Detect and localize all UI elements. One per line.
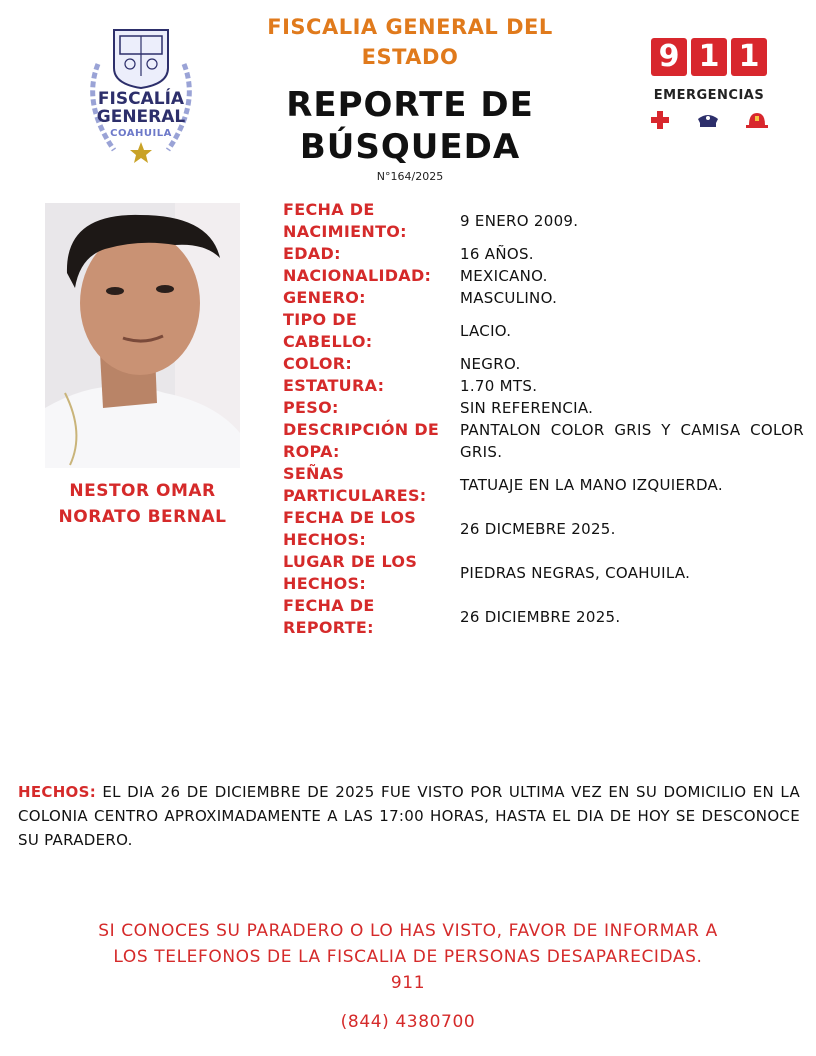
logo-name-line1: FISCALÍA [97, 89, 185, 109]
field-value-event-place: PIEDRAS NEGRAS, COAHUILA. [460, 564, 691, 582]
field-value-age: 16 AÑOS. [460, 245, 534, 263]
facts-text: EL DIA 26 DE DICIEMBRE DE 2025 FUE VISTO POR ULTIMA VEZ EN SU DOMICILIO EN LA COLONIA CENTRO APROXIMADAMENTE A LAS 17:00 HORAS, HASTA EL DIA DE HOY SE DESCONOCE SU PARADERO. [18, 783, 800, 849]
field-label-weight: PESO: [283, 398, 339, 417]
digit-1: 1 [691, 38, 727, 76]
report-number: N°164/2025 [376, 170, 444, 183]
field-value-weight: SIN REFERENCIA. [460, 399, 594, 417]
field-value-color: NEGRO. [460, 355, 521, 373]
field-value-event-date: 26 DICMEBRE 2025. [460, 520, 616, 538]
field-label-event-date: FECHA DE LOS HECHOS: [283, 508, 417, 549]
organization-title: FISCALIA GENERAL DEL ESTADO [267, 15, 553, 69]
digit-9: 9 [651, 38, 687, 76]
field-label-birthdate: FECHA DE NACIMIENTO: [283, 200, 407, 241]
field-value-hair-type: LACIO. [460, 322, 512, 340]
field-label-gender: GENERO: [283, 288, 366, 307]
missing-person-name [30, 478, 255, 530]
field-label-event-place: LUGAR DE LOS HECHOS: [283, 552, 418, 593]
fire-helmet-icon [745, 109, 769, 131]
name-line1: NESTOR OMAR [69, 481, 216, 501]
call-to-action [20, 918, 796, 996]
emergency-label: EMERGENCIAS [653, 88, 765, 103]
digit-1-second: 1 [731, 38, 767, 76]
field-label-nationality: NACIONALIDAD: [283, 266, 432, 285]
logo-state: COAHUILA [110, 128, 172, 139]
field-value-clothing: PANTALON COLOR GRIS Y CAMISA COLOR GRIS. [460, 421, 804, 461]
document-title: REPORTE DE BÚSQUEDA [286, 85, 534, 167]
emergency-911-logo [644, 38, 774, 138]
field-label-height: ESTATURA: [283, 376, 385, 395]
facts-label: HECHOS: [18, 783, 97, 801]
contact-phone: (844) 4380700 [340, 1012, 476, 1032]
field-label-distinguishing-marks: SEÑAS PARTICULARES: [283, 464, 427, 505]
field-value-distinguishing-marks: TATUAJE EN LA MANO IZQUIERDA. [460, 476, 723, 494]
field-label-report-date: FECHA DE REPORTE: [283, 596, 375, 637]
field-label-clothing: DESCRIPCIÓN DE ROPA: [283, 420, 440, 461]
police-cap-icon [695, 109, 721, 131]
field-label-hair-type: TIPO DE CABELLO: [283, 310, 373, 351]
field-value-birthdate: 9 ENERO 2009. [460, 212, 579, 230]
fiscalia-logo [76, 24, 206, 164]
name-line2: NORATO BERNAL [58, 507, 227, 527]
field-value-nationality: MEXICANO. [460, 267, 548, 285]
field-label-color: COLOR: [283, 354, 353, 373]
cta-line2: LOS TELEFONOS DE LA FISCALIA DE PERSONAS DESAPARECIDAS. [113, 947, 703, 967]
missing-person-photo [45, 203, 240, 468]
field-value-report-date: 26 DICIEMBRE 2025. [460, 608, 621, 626]
logo-name-line2: GENERAL [96, 107, 186, 127]
cta-line1: SI CONOCES SU PARADERO O LO HAS VISTO, FAVOR DE INFORMAR A [98, 921, 718, 941]
field-value-height: 1.70 MTS. [460, 377, 538, 395]
cta-emergency-number: 911 [390, 973, 426, 993]
field-label-age: EDAD: [283, 244, 341, 263]
facts-paragraph [18, 780, 800, 852]
field-value-gender: MASCULINO. [460, 289, 558, 307]
red-cross-icon [649, 109, 671, 131]
